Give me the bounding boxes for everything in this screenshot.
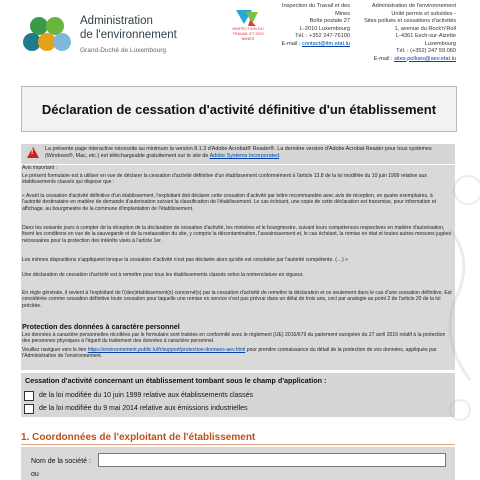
logo-subtitle: Grand-Duché de Luxembourg [80, 47, 166, 54]
aev-address-line: Luxembourg [424, 40, 456, 47]
scope-section [21, 373, 455, 417]
aev-address-line: Tél. : (+352) 247 59 060 [396, 48, 456, 54]
scope-option-label: de la loi modifiée du 9 mai 2014 relative aux émissions industrielles [39, 405, 248, 412]
itm-email-row [266, 41, 350, 49]
aev-address-line: Administration de l'environnement [371, 3, 456, 9]
aev-address-line: 1, avenue du Rock'n'Roll [394, 25, 456, 32]
notice-paragraph: Dans les soixante jours à compter de la réception de la déclaration de cessation d'activité, les ministres et le bourgmestre, suivant leurs compétences respectives en matière d'autorisation, fixent les conditions en vue de la sauvegarde et de la restauration du site, y compris la décontamination, l'assainissement et, le cas échéant, la remise en état et toutes autres mesures jugées nécessaires pour la protection des intérêts visés à l'article 1er. [22, 225, 452, 244]
itm-logo-caption: INSPECTION DU TRAVAIL ET DES MINES [232, 26, 264, 41]
notice-paragraph: « Avant la cessation d'activité définitive d'un établissement, l'exploitant doit déclarer cette cessation d'activité par lettre recommandée avec avis de réception, en quatre exemplaires, à l'autorité destinataire en matière de demande d'autorisation suivant la classification de l'établissement. Le cas échéant, une copie de cette déclaration est transmise, pour information et affichage, au bourgmestre de la commune d'implantation de l'établissement. [22, 193, 437, 212]
notice-heading: Avis important : [22, 165, 58, 171]
operator-form [21, 447, 455, 480]
scope-title: Cessation d'activité concernant un établissement tombant sous le champ d'application : [25, 376, 327, 385]
itm-address-line: Inspection du Travail et des Mines [281, 3, 350, 17]
title-box [21, 86, 457, 132]
gdpr-link-suffix: pour prendre connaissance du détail de la protection de vos données, appliquée par l'Administration de l'environnement. [22, 347, 437, 360]
notice-paragraph: En règle générale, il revient à l'exploitant de l'(des)établissement(s) concerné(s) par la cessation d'activité de remettre la déclaration et ce seulement dans le cas d'une cessation définitive. Est considérée comme cessation définitive toute cessation pour laquelle une remise en service n'est pas prévue dans un délai de trois ans, ceci par analogie au point 2 de l'article 20 de la loi précitée. [22, 290, 452, 309]
aev-email-label: E-mail : [373, 55, 395, 62]
aev-address-line: L-4361 Esch-sur-Alzette [395, 33, 456, 39]
section-1-title: 1. Coordonnées de l'exploitant de l'établissement [21, 432, 256, 443]
watermark-icon [430, 150, 480, 440]
aev-address-line: Sites pollués et cessations d'activités [364, 18, 456, 24]
section-1-header [21, 432, 455, 445]
warning-end: . [279, 153, 281, 159]
notice-paragraph: Le présent formulaire est à utiliser en vue de déclarer la cessation d'activité définitive d'un établissement conformément à l'article 13.8 de la loi modifiée du 10 juin 1999 relative aux établissements classés qui dispose que : [22, 173, 427, 186]
warning-message: La présente page interactive nécessite au minimum la version 8.1.3 d'Adobe Acrobat® Reader®. La dernière version d'Adobe Acrobat Reader pour tous systèmes (Windows®, Mac, etc.) est téléchargeable gratuitement sur le site de [45, 146, 432, 159]
aev-email-row [356, 56, 456, 64]
gdpr-link[interactable]: https://environnement.public.lu/fr/support/protection-donnees-aev.html [87, 347, 246, 353]
aev-address [356, 3, 456, 63]
company-name-label: Nom de la société : [31, 458, 91, 465]
scope-option-label: de la loi modifiée du 10 juin 1999 relative aux établissements classés [39, 392, 254, 399]
warning-text [45, 146, 447, 160]
gdpr-link-prefix: Veuillez naviguer vers le lien [22, 347, 88, 353]
itm-email-label: E-mail : [281, 40, 303, 47]
aev-address-line: Unité permis et subsides - [391, 10, 456, 17]
scope-option-2-checkbox[interactable] [24, 404, 34, 414]
scope-option-row [24, 390, 253, 401]
gdpr-title: Protection des données à caractère personnel [22, 322, 180, 331]
notice-paragraph [22, 347, 452, 360]
acrobat-warning [21, 144, 455, 164]
itm-address-line: L-2010 Luxembourg [299, 25, 350, 32]
notice-paragraph: Les données à caractère personnelles récoltées par le formulaire sont traitées en conformité avec le règlement (UE) 2016/679 du parlement européen du 27 avril 2016 relatif à la protection des personnes physiques à l'égard du traitement des données à caractère personnel. [22, 332, 446, 345]
important-notice [21, 165, 455, 370]
adobe-link[interactable]: Adobe Systems Incorporated [209, 153, 280, 159]
itm-address [266, 3, 350, 48]
itm-address-line: Boîte postale 27 [309, 18, 350, 24]
administration-logo-icon [22, 14, 72, 56]
page-header [0, 0, 480, 78]
itm-address-line: Tél. : +352 247-76100 [295, 33, 350, 39]
or-label: ou [31, 471, 39, 478]
logo-title-line2: de l'environnement [80, 29, 177, 41]
page-title: Déclaration de cessation d'activité définitive d'un établissement [41, 101, 437, 117]
scope-option-1-checkbox[interactable] [24, 391, 34, 401]
notice-paragraph: Les mêmes dispositions s'appliquent lorsque la cessation d'activité n'est pas déclarée alors qu'elle est constatée par l'autorité compétente. (…) » [22, 257, 348, 263]
itm-email-link[interactable]: contact@itm.etat.lu [302, 40, 350, 47]
logo-title-line1: Administration [80, 15, 153, 27]
notice-paragraph: Une déclaration de cessation d'activité est à remettre pour tous les établissements classés selon la nomenclature en vigueur. [22, 272, 304, 278]
company-name-input[interactable] [98, 453, 446, 467]
scope-option-row [24, 403, 248, 414]
aev-email-link[interactable]: sites.pollues@aev.etat.lu [394, 55, 456, 62]
administration-name [80, 14, 220, 54]
warning-icon: ! [27, 147, 39, 158]
